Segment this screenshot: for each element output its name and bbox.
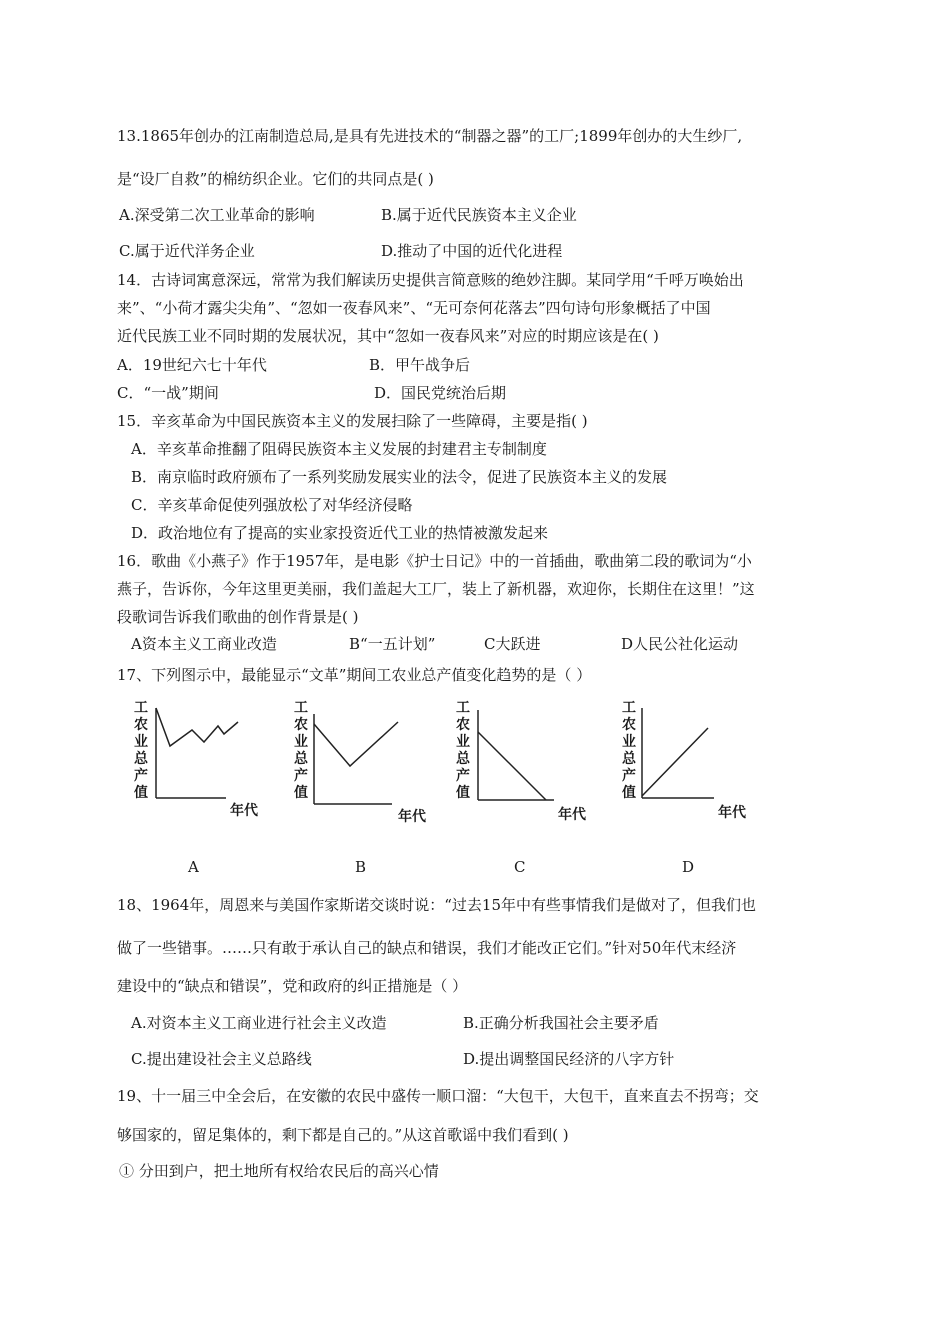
graph-d-trend-line xyxy=(642,728,708,796)
q18-option-a: A.对资本主义工商业进行社会主义改造 xyxy=(131,1014,387,1032)
graph-c xyxy=(456,700,596,830)
graph-d-x-axis-label: 年代 xyxy=(718,805,746,821)
q16-stem-line2: 燕子，告诉你，今年这里更美丽，我们盖起大工厂，装上了新机器，欢迎你，长期住在这里！”这 xyxy=(117,580,755,598)
q19-stem-line2: 够国家的，留足集体的，剩下都是自己的。”从这首歌谣中我们看到( ) xyxy=(117,1126,569,1144)
q16-stem-line1: 16．歌曲《小燕子》作于1957年，是电影《护士日记》中的一首插曲，歌曲第二段的歌词为“小 xyxy=(117,552,752,570)
graph-b-label: B xyxy=(355,858,367,876)
q15-stem: 15．辛亥革命为中国民族资本主义的发展扫除了一些障碍，主要是指( ) xyxy=(117,412,588,430)
q14-stem-line3: 近代民族工业不同时期的发展状况，其中“忽如一夜春风来”对应的时期应该是在( ) xyxy=(117,327,659,345)
q18-option-b: B.正确分析我国社会主要矛盾 xyxy=(463,1014,659,1032)
q14-option-a: A．19世纪六七十年代 xyxy=(117,356,267,374)
q15-option-c: C．辛亥革命促使列强放松了对华经济侵略 xyxy=(131,496,413,514)
graph-b-trend-line xyxy=(314,722,398,766)
graph-c-label: C xyxy=(514,858,526,876)
graph-b-x-axis-label: 年代 xyxy=(398,809,426,825)
q16-option-a: A资本主义工商业改造 xyxy=(131,635,277,653)
q13-option-c: C.属于近代洋务企业 xyxy=(119,242,255,260)
q19-item-1: ① 分田到户，把土地所有权给农民后的高兴心情 xyxy=(119,1162,439,1180)
q13-option-a: A.深受第二次工业革命的影响 xyxy=(119,206,315,224)
graph-a-label: A xyxy=(188,858,199,876)
graph-d-y-axis-label: 工农业总产值 xyxy=(622,700,636,801)
q13-option-b: B.属于近代民族资本主义企业 xyxy=(381,206,577,224)
graph-a-y-axis-label: 工农业总产值 xyxy=(134,700,148,801)
graph-c-x-axis-label: 年代 xyxy=(558,807,586,823)
graph-d-label: D xyxy=(682,858,695,876)
graph-a-trend-line xyxy=(156,708,238,746)
q19-stem-line1: 19、十一届三中全会后，在安徽的农民中盛传一顺口溜：“大包干，大包干，直来直去不拐弯；交 xyxy=(117,1087,759,1105)
q16-option-d: D人民公社化运动 xyxy=(621,635,739,653)
graph-b-y-axis-label: 工农业总产值 xyxy=(294,700,308,801)
q18-stem-line2: 做了一些错事。……只有敢于承认自己的缺点和错误，我们才能改正它们。”针对50年代末经济 xyxy=(117,939,737,957)
q17-stem: 17、下列图示中，最能显示“文革”期间工农业总产值变化趋势的是（ ） xyxy=(117,666,592,684)
q14-stem-line1: 14．古诗词寓意深远，常常为我们解读历史提供言简意赅的绝妙注脚。某同学用“千呼万唤始出 xyxy=(117,271,744,289)
q18-option-d: D.提出调整国民经济的八字方针 xyxy=(463,1050,675,1068)
q18-stem-line3: 建设中的“缺点和错误”，党和政府的纠正措施是（ ） xyxy=(117,977,468,995)
q13-stem-line1: 13.1865年创办的江南制造总局,是具有先进技术的“制器之器”的工厂;1899年创办的大生纱厂, xyxy=(117,127,743,145)
q14-option-b: B．甲午战争后 xyxy=(369,356,471,374)
q14-stem-line2: 来”、“小荷才露尖尖角”、“忽如一夜春风来”、“无可奈何花落去”四句诗句形象概括了中国 xyxy=(117,299,711,317)
graph-c-y-axis-label: 工农业总产值 xyxy=(456,700,470,801)
q13-stem-line2: 是“设厂自救”的棉纺织企业。它们的共同点是( ) xyxy=(117,170,434,188)
graph-b xyxy=(294,700,434,830)
q15-option-a: A．辛亥革命推翻了阻碍民族资本主义发展的封建君主专制制度 xyxy=(131,440,547,458)
q16-option-b: B“一五计划” xyxy=(349,635,436,653)
q16-stem-line3: 段歌词告诉我们歌曲的创作背景是( ) xyxy=(117,608,359,626)
graph-c-trend-line xyxy=(478,732,546,800)
q14-option-d: D．国民党统治后期 xyxy=(374,384,507,402)
q15-option-d: D．政治地位有了提高的实业家投资近代工业的热情被激发起来 xyxy=(131,524,549,542)
graph-a-x-axis-label: 年代 xyxy=(230,803,258,819)
q15-option-b: B．南京临时政府颁布了一系列奖励发展实业的法令，促进了民族资本主义的发展 xyxy=(131,468,668,486)
q14-option-c: C．“一战”期间 xyxy=(117,384,219,402)
q18-stem-line1: 18、1964年，周恩来与美国作家斯诺交谈时说：“过去15年中有些事情我们是做对了，但我们也 xyxy=(117,896,757,914)
q18-option-c: C.提出建设社会主义总路线 xyxy=(131,1050,312,1068)
q16-option-c: C大跃进 xyxy=(484,635,541,653)
graph-d xyxy=(622,700,762,830)
q13-option-d: D.推动了中国的近代化进程 xyxy=(381,242,563,260)
graph-a xyxy=(134,700,274,830)
